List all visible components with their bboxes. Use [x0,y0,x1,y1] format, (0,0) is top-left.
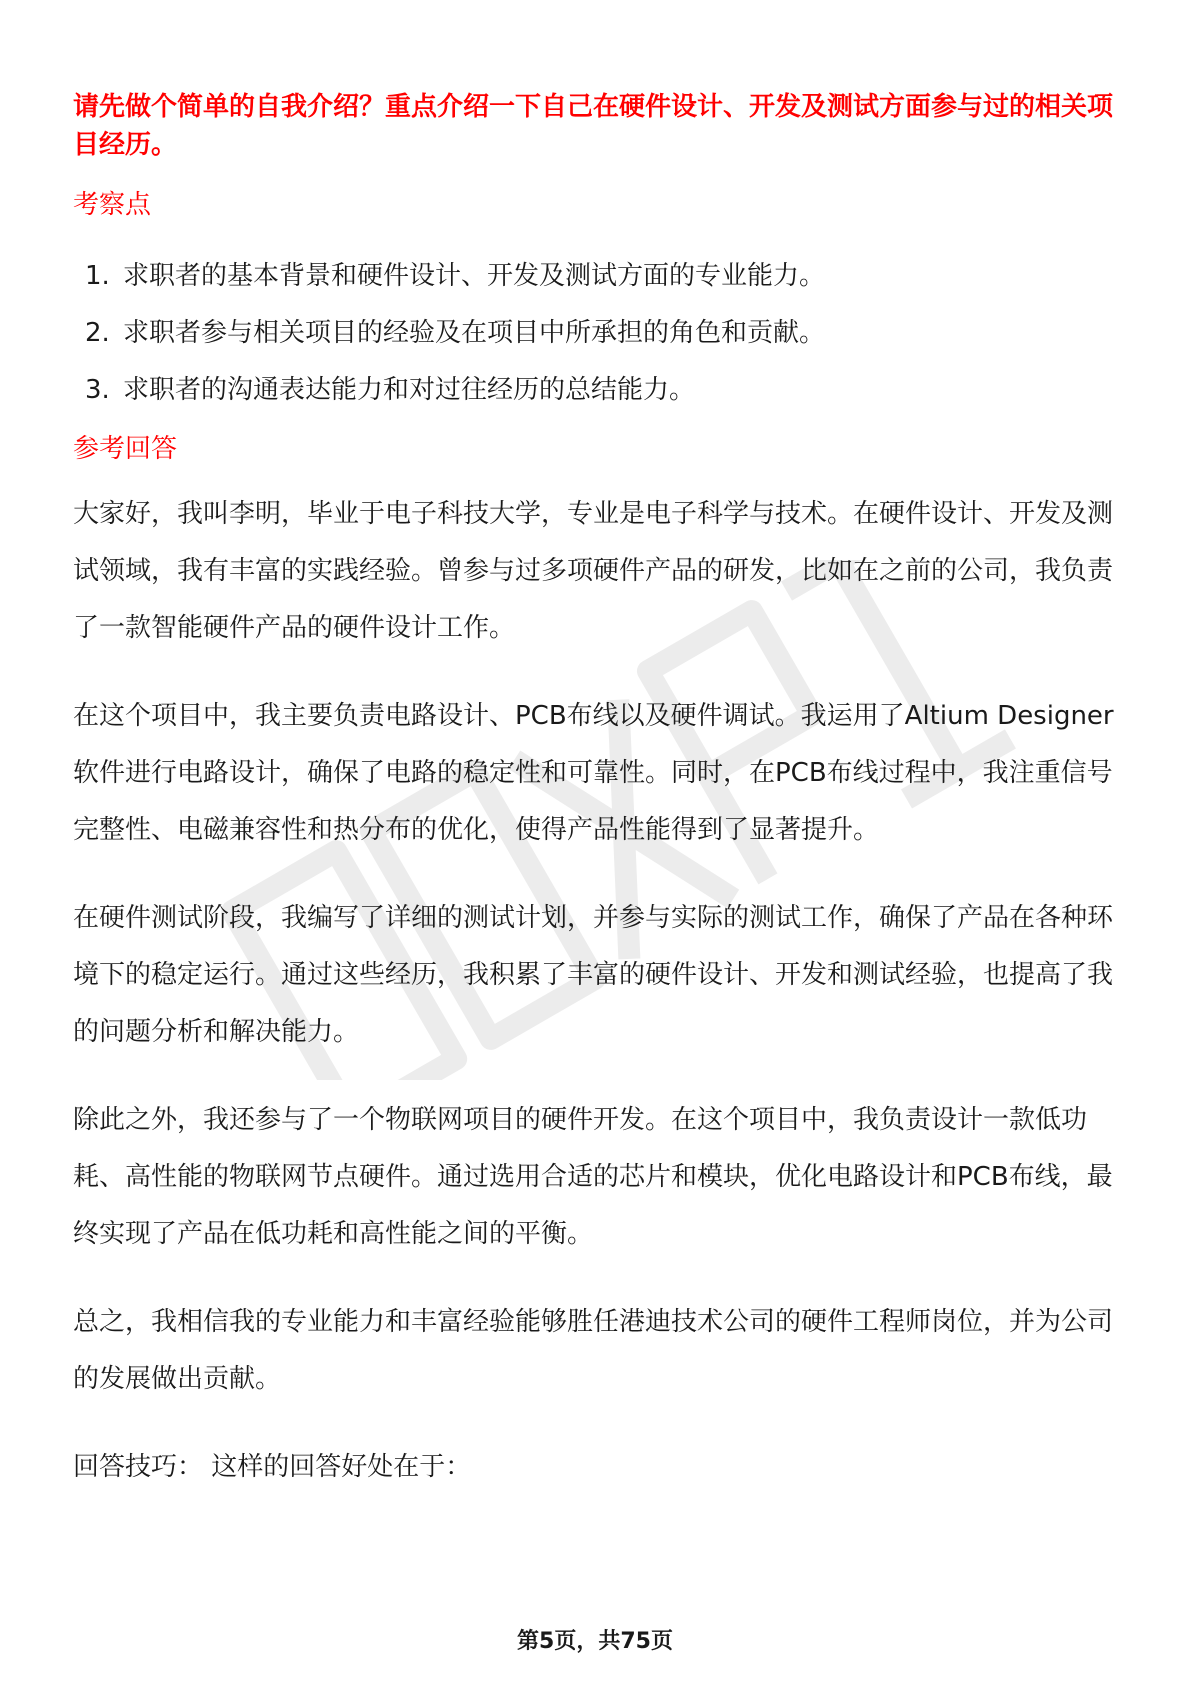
list-item [73,314,1119,352]
answer-paragraph: 除此之外，我还参与了一个物联网项目的硬件开发。在这个项目中，我负责设计一款低功耗、高性能的物联网节点硬件。通过选用合适的芯片和模块，优化电路设计和PCB布线，最终实现了产品在低功耗和高性能之间的平衡。 [73,1105,1113,1249]
answer-paragraph: 在这个项目中，我主要负责电路设计、PCB布线以及硬件调试。我运用了Altium Designer软件进行电路设计，确保了电路的稳定性和可靠性。同时，在PCB布线过程中，我注重信号完整性、电磁兼容性和热分布的优化，使得产品性能得到了显著提升。 [73,701,1114,845]
list-item-number: 1. [85,261,110,291]
answer-paragraph: 大家好，我叫李明，毕业于电子科技大学，专业是电子科学与技术。在硬件设计、开发及测试领域，我有丰富的实践经验。曾参与过多项硬件产品的研发，比如在之前的公司，我负责了一款智能硬件产品的硬件设计工作。 [73,499,1114,643]
main-content [73,88,1119,1496]
section-title-kaocha: 考察点 [73,190,152,220]
list-item-text: 求职者参与相关项目的经验及在项目中所承担的角色和贡献。 [123,318,826,348]
list-item-number: 3. [85,375,110,405]
list-item [73,257,1119,295]
list-item-number: 2. [85,318,110,348]
page-number-footer: 第5页，共75页 [517,1629,673,1654]
answer-paragraph: 在硬件测试阶段，我编写了详细的测试计划，并参与实际的测试工作，确保了产品在各种环境下的稳定运行。通过这些经历，我积累了丰富的硬件设计、开发和测试经验，也提高了我的问题分析和解决能力。 [73,903,1114,1047]
answer-tips: 回答技巧： 这样的回答好处在于： [73,1452,472,1482]
question-heading: 请先做个简单的自我介绍？重点介绍一下自己在硬件设计、开发及测试方面参与过的相关项目经历。 [73,92,1114,160]
answer-paragraph: 总之，我相信我的专业能力和丰富经验能够胜任港迪技术公司的硬件工程师岗位，并为公司的发展做出贡献。 [73,1307,1114,1394]
list-item-text: 求职者的沟通表达能力和对过往经历的总结能力。 [123,375,696,405]
evaluation-points-list [73,257,1119,409]
list-item-text: 求职者的基本背景和硬件设计、开发及测试方面的专业能力。 [123,261,826,291]
section-title-cankao: 参考回答 [73,434,178,464]
list-item [73,371,1119,409]
